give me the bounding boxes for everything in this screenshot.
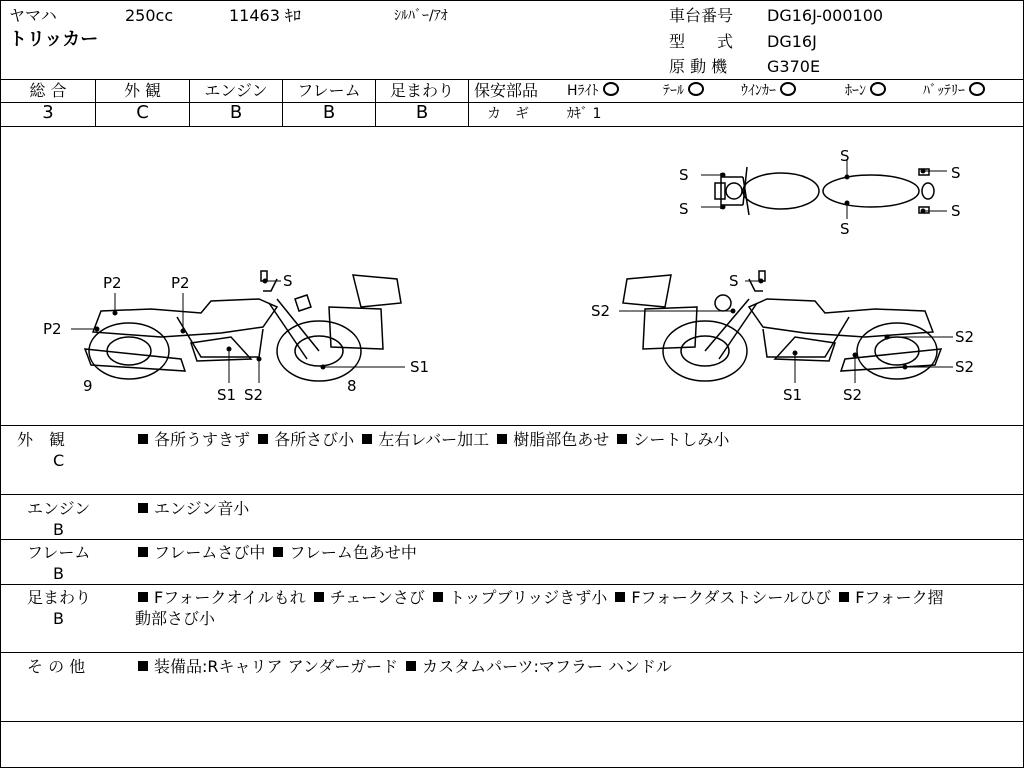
grade-suspension-label: 足まわり — [389, 81, 454, 100]
section-frame-label — [27, 542, 117, 584]
safety-item-battery — [923, 82, 985, 100]
bullet-icon — [314, 592, 324, 602]
mark-label: S1 — [410, 358, 430, 376]
mark-label: S1 — [783, 386, 803, 404]
displacement: 250cc — [125, 6, 174, 25]
note-item: Fフォークオイルもれ — [154, 588, 306, 607]
grade-exterior-value: C — [136, 102, 149, 123]
section-grade: C — [53, 451, 65, 470]
note-item: Fフォーク摺 — [855, 588, 944, 607]
section-title: エンジン — [27, 499, 91, 518]
bullet-icon — [138, 592, 148, 602]
grade-engine-label: エンジン — [204, 81, 268, 100]
mark-label: S — [729, 272, 739, 290]
mark-label: S — [840, 147, 850, 165]
note-item: 左右レバー加工 — [378, 430, 490, 449]
mark-label: S2 — [843, 386, 863, 404]
safety-label: 保安部品 — [474, 81, 539, 100]
section-suspension-items — [135, 587, 1015, 629]
divider — [468, 79, 469, 127]
note-item: フレーム色あせ中 — [289, 543, 417, 562]
bullet-icon — [615, 592, 625, 602]
divider — [1, 79, 1023, 80]
ok-circle-icon — [969, 82, 985, 96]
type-value: DG16J — [767, 32, 817, 51]
section-title: フレーム — [27, 543, 91, 562]
grade-engine-value: B — [229, 102, 243, 123]
bullet-icon — [273, 547, 283, 557]
bullet-icon — [406, 661, 416, 671]
note-item: シートしみ小 — [633, 430, 730, 449]
grade-frame-label: フレーム — [297, 81, 361, 100]
mark-label: 8 — [347, 377, 357, 395]
section-grade: B — [53, 520, 64, 539]
note-item: カスタムパーツ:マフラー ハンドル — [422, 657, 672, 676]
mark-label: S — [283, 272, 293, 290]
note-item: トップブリッジきず小 — [449, 588, 608, 607]
section-suspension-label — [27, 587, 117, 629]
section-grade: B — [53, 564, 64, 583]
frame-no: DG16J-000100 — [767, 6, 884, 25]
note-item: 樹脂部色あせ — [513, 430, 610, 449]
section-engine-label — [27, 498, 117, 540]
bullet-icon — [138, 434, 148, 444]
bullet-icon — [839, 592, 849, 602]
safety-item-tail — [663, 82, 704, 100]
section-title: 足まわり — [27, 588, 92, 607]
section-exterior-label — [17, 429, 107, 471]
bullet-icon — [497, 434, 507, 444]
divider — [1, 584, 1023, 585]
section-other-items — [135, 656, 672, 677]
bullet-icon — [258, 434, 268, 444]
section-title: 外 観 — [17, 430, 66, 449]
safety-item-horn — [845, 82, 886, 100]
model-name: トリッカー — [9, 29, 99, 50]
note-item-continuation: 動部さび小 — [135, 609, 216, 628]
bullet-icon — [433, 592, 443, 602]
bullet-icon — [138, 547, 148, 557]
mark-label: P2 — [171, 274, 190, 292]
motorcycle-left-view — [85, 271, 401, 381]
note-item: 装備品:Rキャリア アンダーガード — [154, 657, 398, 676]
note-item: 各所さび小 — [274, 430, 355, 449]
divider — [1, 652, 1023, 653]
bullet-icon — [138, 503, 148, 513]
bullet-icon — [617, 434, 627, 444]
grade-overall-value: 3 — [42, 102, 54, 123]
safety-item-label: ﾊﾞｯﾃﾘｰ — [923, 83, 965, 99]
mark-label: 9 — [83, 377, 93, 395]
grade-frame-value: B — [322, 102, 336, 123]
mark-label: S — [951, 164, 961, 182]
ok-circle-icon — [780, 82, 796, 96]
safety-item-label: Hﾗｲﾄ — [567, 83, 599, 99]
grade-overall-label: 総 合 — [29, 81, 67, 100]
engine-label: 原 動 機 — [669, 57, 728, 76]
mark-label: P2 — [103, 274, 122, 292]
damage-diagram — [1, 127, 1023, 425]
key-label: カ ギ — [487, 106, 529, 122]
motorcycle-right-view — [623, 271, 941, 381]
ok-circle-icon — [870, 82, 886, 96]
grade-exterior-label: 外 観 — [123, 81, 162, 100]
section-exterior-items — [135, 429, 729, 450]
note-item: 各所うすきず — [154, 430, 251, 449]
mark-label: S — [679, 200, 689, 218]
frame-no-label: 車台番号 — [669, 6, 734, 25]
divider — [1, 539, 1023, 540]
mark-label: S — [840, 220, 850, 238]
safety-item-label: ﾃｰﾙ — [663, 83, 684, 99]
note-item: エンジン音小 — [154, 499, 250, 518]
ok-circle-icon — [603, 82, 619, 96]
mark-label: S — [951, 202, 961, 220]
safety-item-label: ﾎｰﾝ — [845, 83, 866, 99]
mark-label: S2 — [955, 358, 975, 376]
section-frame-items — [135, 542, 417, 563]
motorcycle-top-view — [715, 167, 934, 215]
bullet-icon — [138, 661, 148, 671]
note-item: チェーンさび — [329, 588, 425, 607]
grade-suspension-value: B — [415, 102, 429, 123]
mark-label: P2 — [43, 320, 62, 338]
bullet-icon — [362, 434, 372, 444]
mark-label: S2 — [244, 386, 264, 404]
divider — [1, 494, 1023, 495]
mark-label: S — [679, 166, 689, 184]
divider — [1, 425, 1023, 426]
engine-value: G370E — [767, 57, 821, 76]
note-item: Fフォークダストシールひび — [631, 588, 832, 607]
section-other-label — [27, 656, 117, 677]
safety-item-headlight — [567, 82, 619, 100]
maker: ヤマハ — [9, 6, 57, 25]
key-value: ｶｷﾞ 1 — [567, 106, 602, 122]
divider — [1, 721, 1023, 722]
ok-circle-icon — [688, 82, 704, 96]
mark-label: S2 — [955, 328, 975, 346]
section-title: そ の 他 — [27, 657, 86, 676]
type-label: 型 式 — [669, 32, 734, 51]
section-engine-items — [135, 498, 249, 519]
mark-label: S2 — [591, 302, 611, 320]
mileage: 11463 ｷﾛ — [229, 6, 301, 25]
safety-item-label: ｳｲﾝｶｰ — [741, 83, 776, 99]
safety-item-winker — [741, 82, 796, 100]
section-grade: B — [53, 609, 64, 628]
divider — [468, 102, 1023, 103]
note-item: フレームさび中 — [154, 543, 266, 562]
color: ｼﾙﾊﾞｰ/ｱｵ — [394, 8, 448, 24]
mark-label: S1 — [217, 386, 237, 404]
